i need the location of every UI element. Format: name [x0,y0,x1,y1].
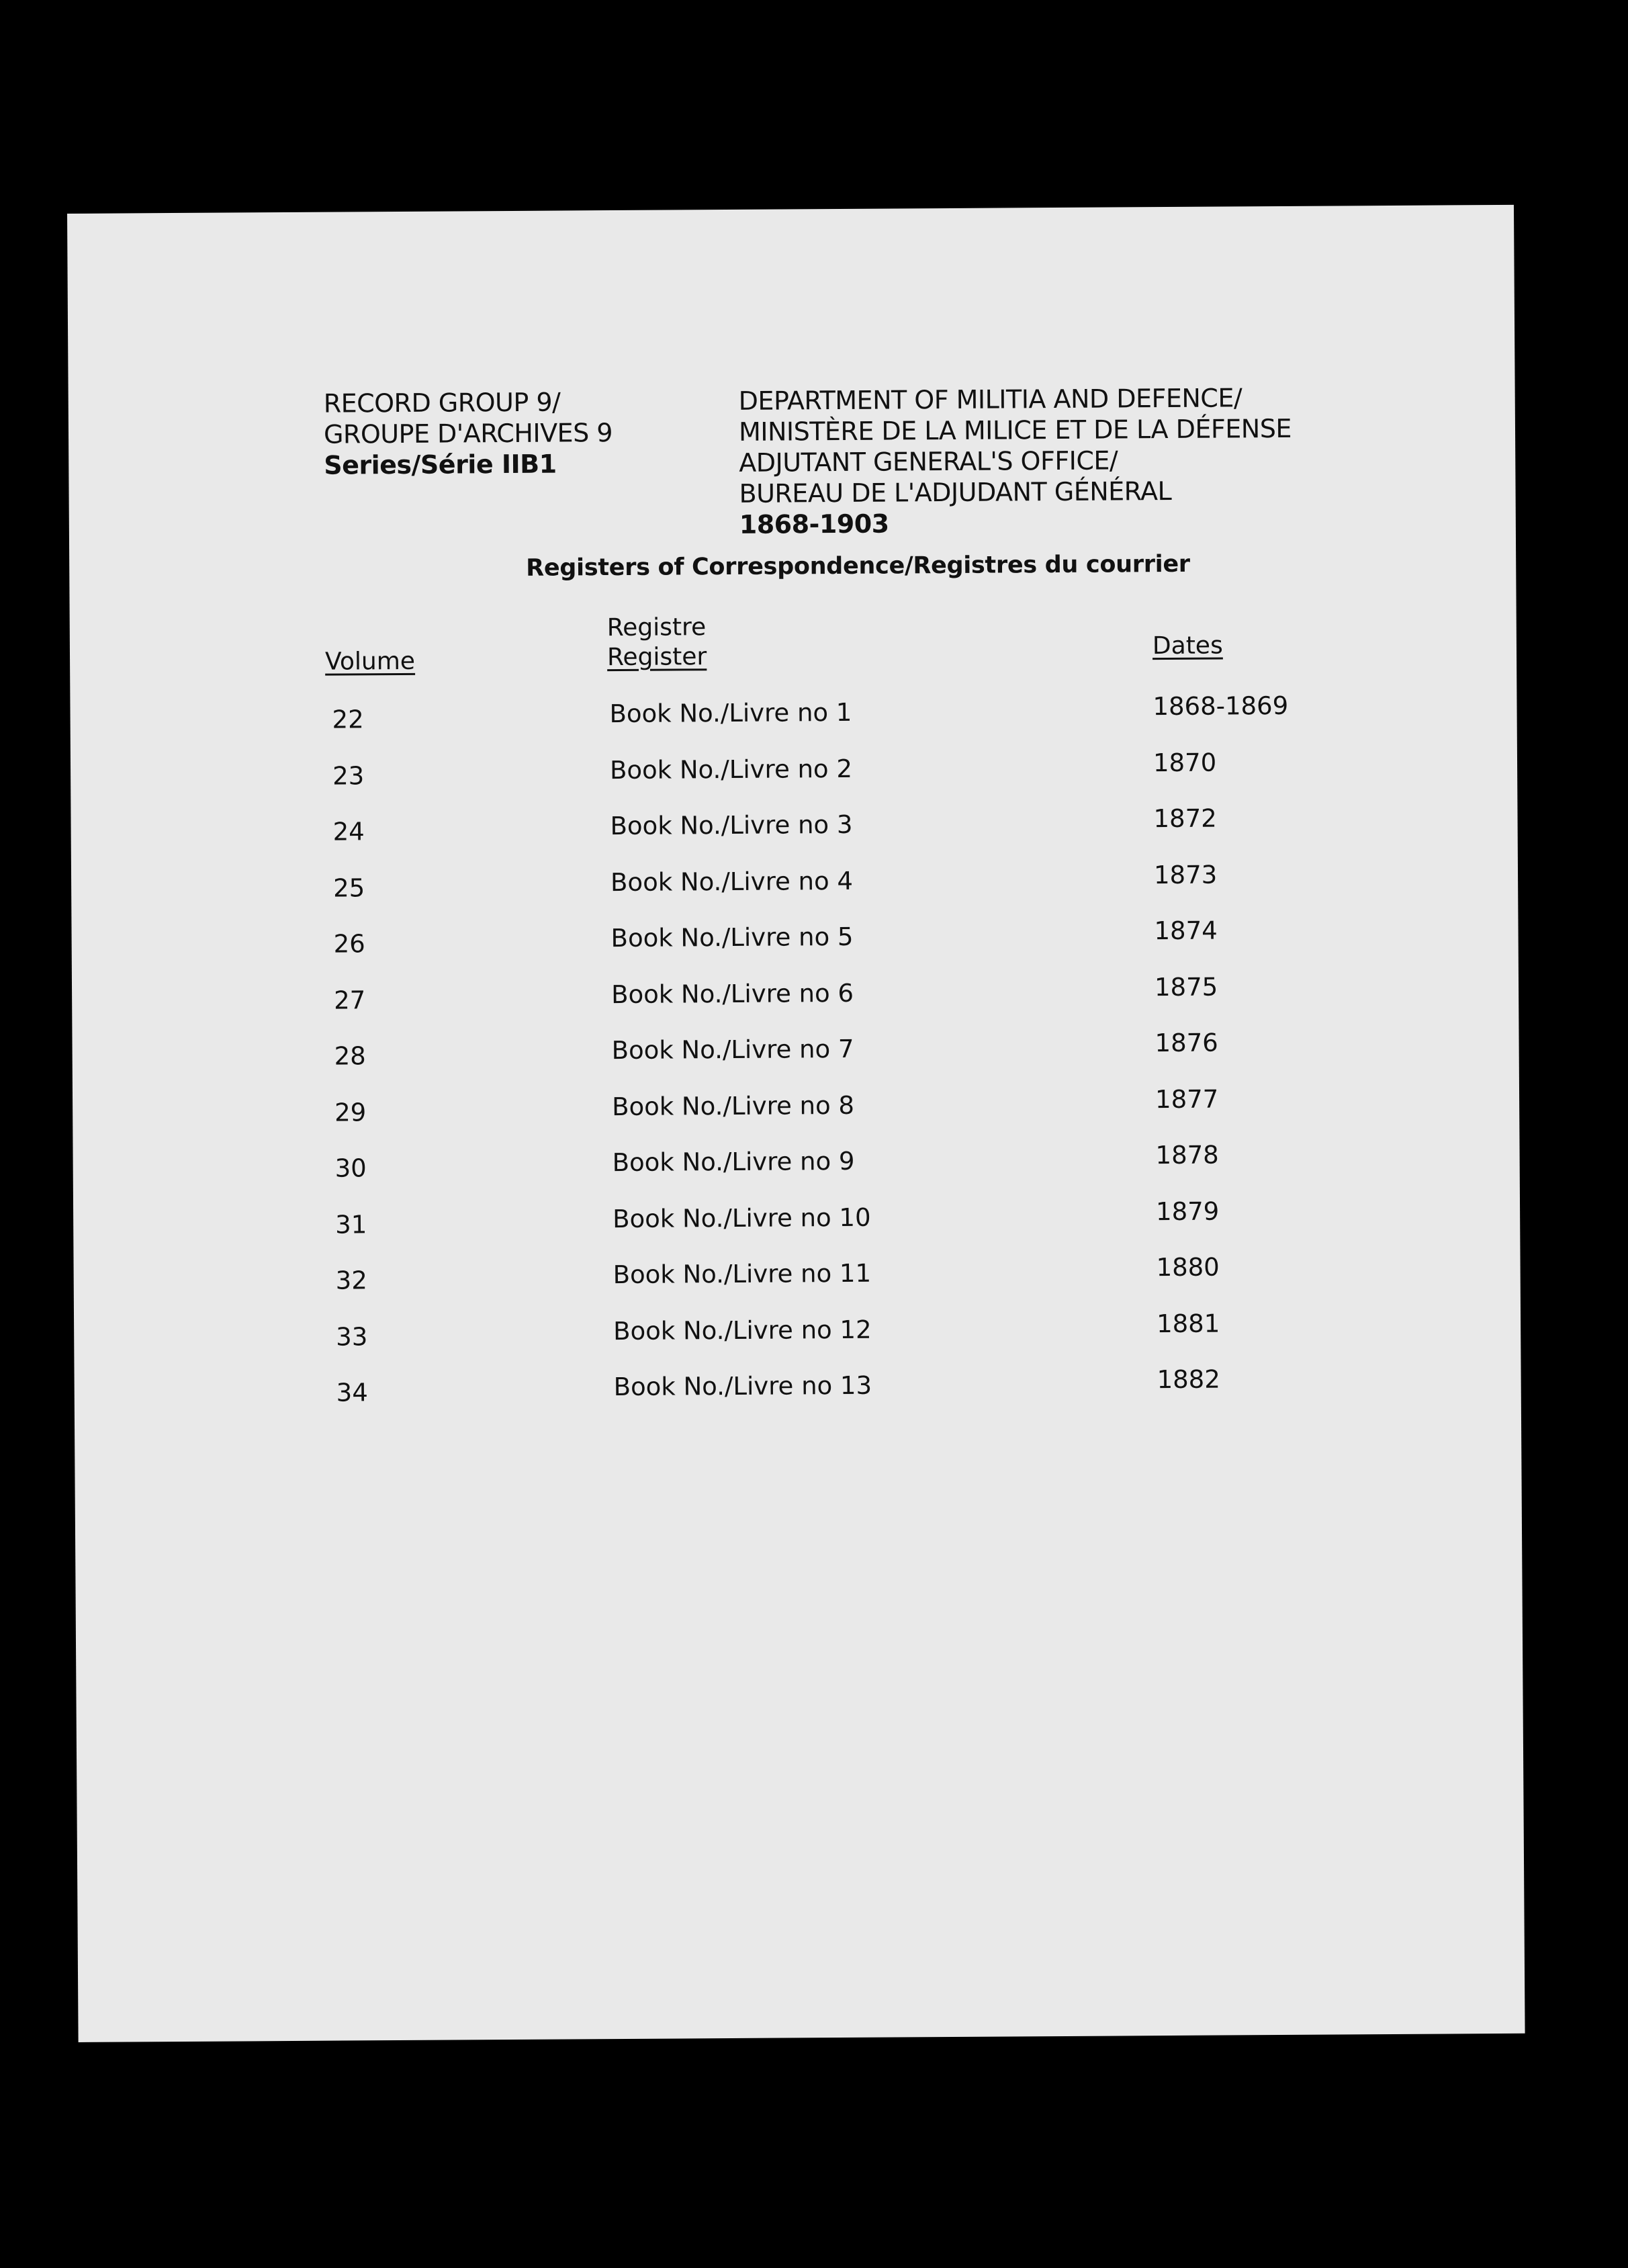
dates-cell: 1877 [1155,1084,1219,1115]
register-cell: Book No./Livre no 3 [610,810,853,841]
register-cell: Book No./Livre no 8 [612,1090,855,1122]
register-cell: Book No./Livre no 5 [610,922,854,953]
register-cell: Book No./Livre no 12 [613,1315,872,1346]
dates-cell: 1870 [1152,748,1217,778]
dates-cell: 1875 [1154,972,1218,1002]
dates-cell: 1879 [1155,1196,1220,1227]
register-cell: Book No./Livre no 11 [613,1258,872,1290]
register-cell: Book No./Livre no 1 [609,697,852,729]
office-line: ADJUTANT GENERAL'S OFFICE/ [739,445,1118,478]
volume-cell: 22 [332,705,364,734]
record-group-block [324,386,613,481]
document-page [67,205,1525,2042]
date-range-line: 1868-1903 [739,509,889,539]
groupe-archives-line: GROUPE D'ARCHIVES 9 [323,418,613,449]
dates-cell: 1880 [1156,1252,1220,1282]
volume-cell: 26 [333,929,365,959]
volume-cell: 31 [335,1210,367,1239]
register-cell: Book No./Livre no 7 [611,1034,854,1065]
register-cell: Book No./Livre no 10 [613,1203,871,1234]
dates-cell: 1882 [1157,1364,1220,1395]
volume-header-label: Volume [324,647,416,676]
series-line: Series/Série IIB1 [324,449,557,480]
column-header-volume [325,647,415,677]
column-header-dates [1152,631,1223,662]
register-cell: Book No./Livre no 9 [612,1146,855,1178]
volume-cell: 32 [335,1266,367,1295]
volume-cell: 23 [332,761,365,791]
department-line: DEPARTMENT OF MILITIA AND DEFENCE/ [738,383,1242,416]
register-cell: Book No./Livre no 4 [610,866,854,898]
dates-cell: 1881 [1156,1309,1220,1339]
volume-cell: 25 [333,873,365,903]
department-block [739,382,1292,540]
dates-header-label: Dates [1152,631,1223,660]
dates-cell: 1878 [1155,1140,1219,1170]
dates-cell: 1872 [1153,803,1217,834]
register-header-label: Register [606,643,707,672]
record-group-line: RECORD GROUP 9/ [323,387,561,419]
document-title: Registers of Correspondence/Registres du courrier [526,550,1190,582]
volume-cell: 24 [332,817,365,846]
register-cell: Book No./Livre no 6 [610,978,854,1010]
volume-cell: 34 [336,1378,368,1407]
dates-cell: 1868-1869 [1152,691,1289,722]
volume-cell: 30 [334,1153,367,1183]
register-cell: Book No./Livre no 2 [609,754,853,785]
volume-cell: 29 [334,1098,367,1127]
register-cell: Book No./Livre no 13 [613,1370,872,1402]
ministere-line: MINISTÈRE DE LA MILICE ET DE LA DÉFENSE [738,413,1292,447]
volume-cell: 27 [334,986,366,1015]
column-header-register [607,613,707,672]
dates-cell: 1876 [1155,1028,1218,1058]
dates-cell: 1874 [1154,916,1218,946]
volume-cell: 28 [334,1041,366,1071]
bureau-line: BUREAU DE L'ADJUDANT GÉNÉRAL [739,476,1172,509]
volume-cell: 33 [336,1322,368,1352]
dates-cell: 1873 [1153,860,1218,890]
registre-header-label: Registre [606,613,707,642]
